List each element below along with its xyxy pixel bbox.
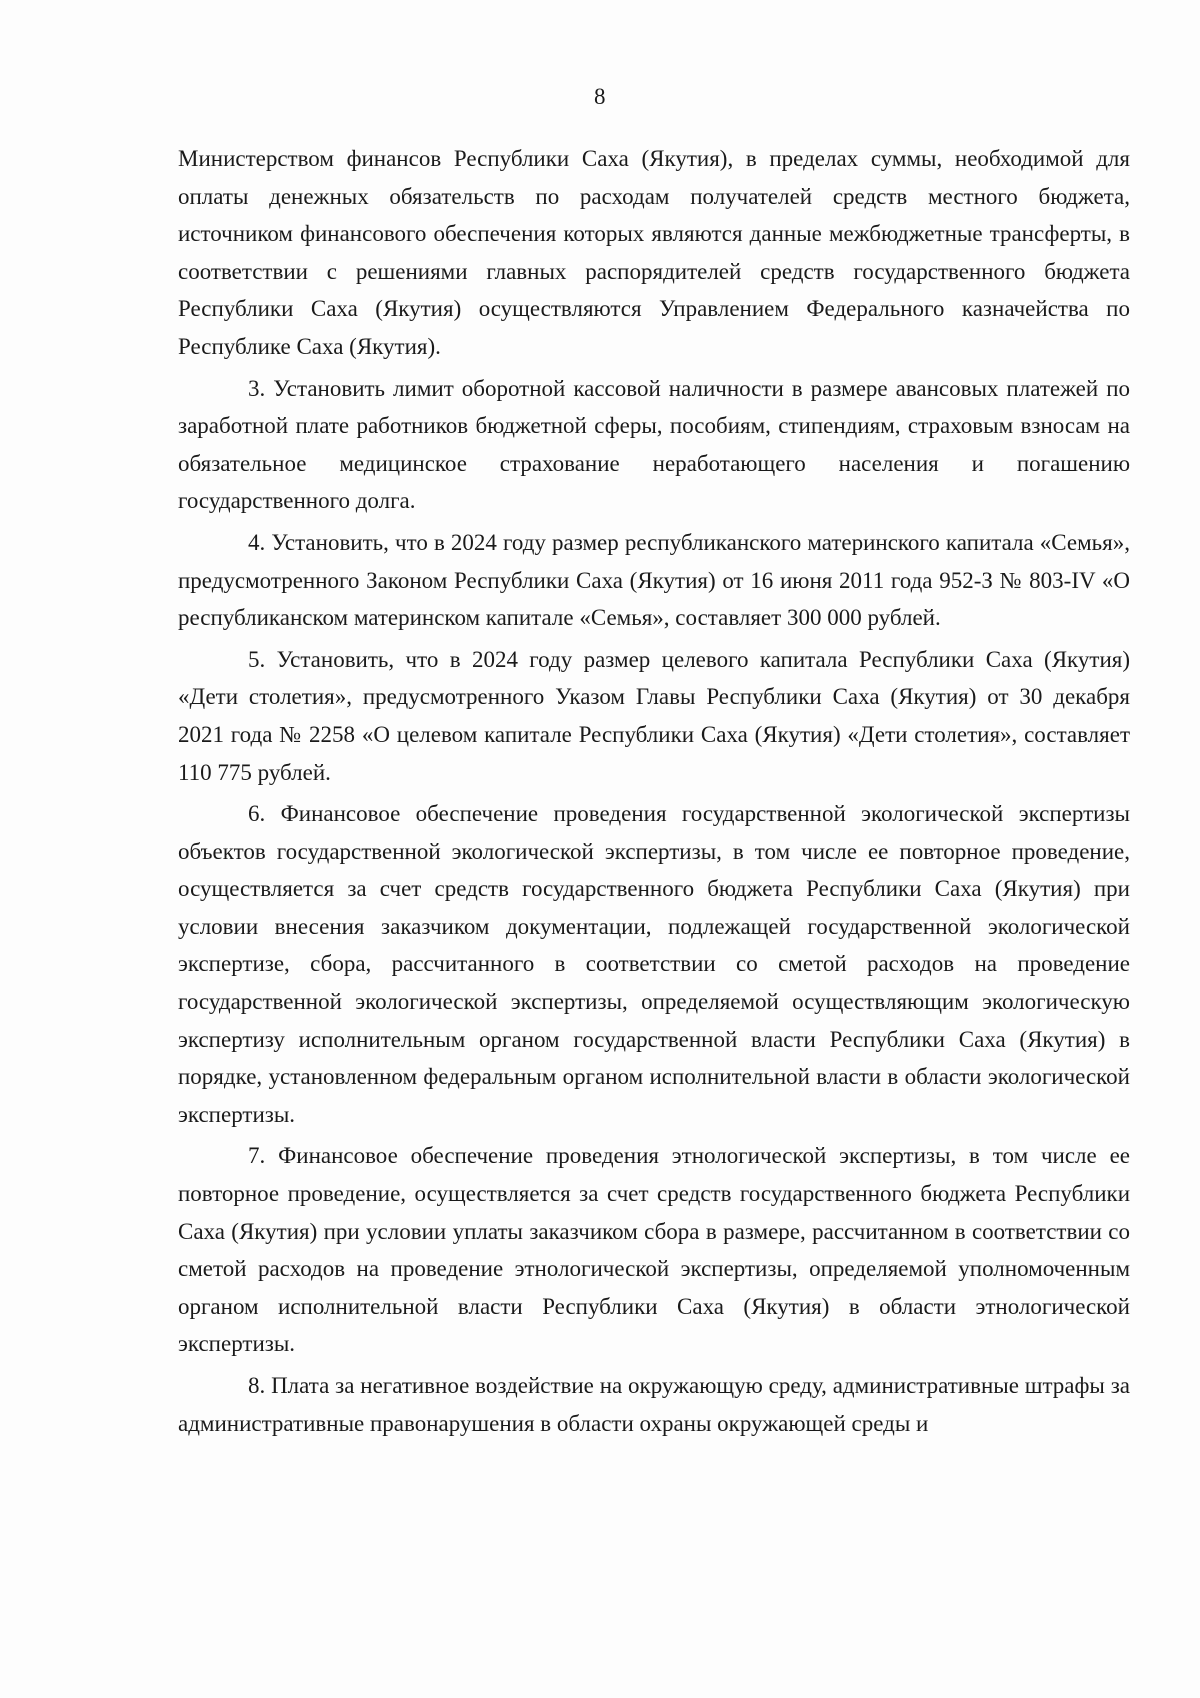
page-number: 8 [594, 84, 606, 109]
paragraph-item-5: 5. Установить, что в 2024 году размер целевого капитала Республики Саха (Якутия) «Дети столетия», предусмотренного Указом Главы Республики Саха (Якутия) от 30 декабря 2021 года № 2258 «О целевом капитале Республики Саха (Якутия) «Дети столетия», составляет 110 775 рублей. [178, 646, 1130, 785]
paragraph-item-3: 3. Установить лимит оборотной кассовой наличности в размере авансовых платежей по заработной плате работников бюджетной сферы, пособиям, стипендиям, страховым взносам на обязательное медицинское страхование неработающего населения и погашению государственного долга. [178, 375, 1130, 514]
paragraph-item-4: 4. Установить, что в 2024 году размер республиканского материнского капитала «Семья», предусмотренного Законом Республики Саха (Якутия) от 16 июня 2011 года 952-З № 803-IV «О республиканском материнском капитале «Семья», составляет 300 000 рублей. [178, 529, 1130, 631]
paragraph-item-8: 8. Плата за негативное воздействие на окружающую среду, административные штрафы за административные правонарушения в области охраны окружающей среды и [178, 1373, 1130, 1436]
paragraph-item-6: 6. Финансовое обеспечение проведения государственной экологической экспертизы объектов государственной экологической экспертизы, в том числе ее повторное проведение, осуществляется за счет средств государственного бюджета Республики Саха (Якутия) при условии внесения заказчиком документации, подлежащей государственной экологической экспертизе, сбора, рассчитанного в соответствии со сметой расходов на проведение государственной экологической экспертизы, определяемой осуществляющим экологическую экспертизу исполнительным органом государственной власти Республики Саха (Якутия) в порядке, установленном федеральным органом исполнительной власти в области экологической экспертизы. [178, 801, 1130, 1127]
paragraph-continuation: Министерством финансов Республики Саха (Якутия), в пределах суммы, необходимой для оплаты денежных обязательств по расходам получателей средств местного бюджета, источником финансового обеспечения которых являются данные межбюджетные трансферты, в соответствии с решениями главных распорядителей средств государственного бюджета Республики Саха (Якутия) осуществляются Управлением Федерального казначейства по Республике Саха (Якутия). [178, 146, 1130, 359]
document-body [178, 140, 1130, 1446]
paragraph-item-7: 7. Финансовое обеспечение проведения этнологической экспертизы, в том числе ее повторное проведение, осуществляется за счет средств государственного бюджета Республики Саха (Якутия) при условии уплаты заказчиком сбора в размере, рассчитанном в соответствии со сметой расходов на проведение этнологической экспертизы, определяемой уполномоченным органом исполнительной власти Республики Саха (Якутия) в области этнологической экспертизы. [178, 1143, 1130, 1357]
